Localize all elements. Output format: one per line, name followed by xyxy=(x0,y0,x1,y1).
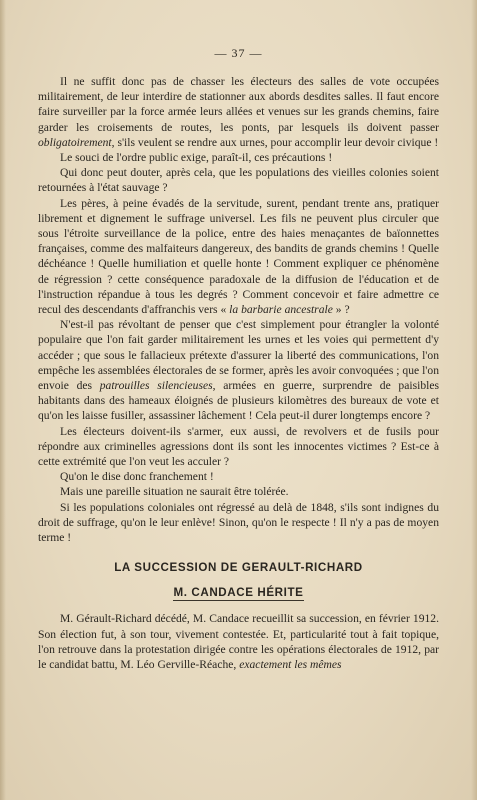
paragraph xyxy=(38,317,439,423)
paragraph-text: Les électeurs doivent-ils s'armer, eux aussi, de revolvers et de fusils pour répondre aux criminelles agressions dont ils sont les innocentes victimes ? Est-ce à cette extrémité que l'on veut les acculer ? xyxy=(38,424,439,469)
paragraph-text: , armées en guerre, surprendre de paisibles habitants dans des hameaux éloignés de plusieurs kilomètres des bureaux de vote et qu'on les laisse fusiller, assassiner lâchement ! Cela peut-il durer longtemps encore ? xyxy=(38,379,439,423)
italic-text: patrouilles silencieuses xyxy=(99,379,213,393)
paragraph xyxy=(38,196,439,318)
paragraph xyxy=(38,500,439,546)
paragraph-text: » ? xyxy=(332,303,350,317)
paragraph xyxy=(38,611,439,672)
paragraph xyxy=(38,484,439,499)
page-right-edge-shadow xyxy=(471,0,477,800)
body-text-before xyxy=(38,74,439,545)
paragraph xyxy=(38,424,439,470)
sub-heading xyxy=(38,586,439,599)
paragraph-text: Il ne suffit donc pas de chasser les électeurs des salles de vote occupées militairement, de leur interdire de stationner aux abords desdites salles. Il faut encore faire surveiller par la force armée leurs allées et venues sur les grands chemins, faire garder les croisements de routes, les ponts, par lesquels ils doivent passer xyxy=(38,75,439,134)
paragraph-text: Qui donc peut douter, après cela, que les populations des vieilles colonies soient retournées à l'état sauvage ? xyxy=(38,166,439,195)
italic-text: exactement les mêmes xyxy=(239,657,342,671)
section-heading: LA SUCCESSION DE GERAULT-RICHARD xyxy=(114,561,363,575)
paragraph xyxy=(38,150,439,165)
paragraph-text: Le souci de l'ordre public exige, paraît-il, ces précautions ! xyxy=(60,151,333,165)
paragraph-text: Qu'on le dise donc franchement ! xyxy=(60,470,214,484)
page-number: — 37 — xyxy=(214,46,263,60)
paragraph-text: Les pères, à peine évadés de la servitude, surent, pendant trente ans, pratiquer librement et dignement le suffrage universel. Les fils ne peuvent plus circuler que sous l'étroite surveillance de la police, entre des haies menaçantes de baïonnettes françaises, comme des malfaiteurs dangereux, des bandits de grands chemins ! Quelle déchéance ! Quelle humiliation et quelle honte ! Comment expliquer ce phénomène de régression ? cette conséquence paradoxale de la diffusion de l'éducation et de l'instruction répandue à tous les degrés ? Comment concevoir et faire admettre ce recul des descendants d'affranchis vers « xyxy=(38,196,439,317)
paragraph-text: M. Gérault-Richard décédé, M. Candace recueillit sa succession, en février 1912. Son élection fut, à son tour, vivement contestée. Et, particularité tout à fait topique, l'on retrouve dans la protestation dirigée contre les opérations électorales de 1912, par le candidat battu, M. Léo Gerville-Réache, xyxy=(38,612,439,671)
italic-text: la barbarie ancestrale xyxy=(229,303,333,317)
sub-heading-text: M. CANDACE HÉRITE xyxy=(173,586,304,600)
paragraph-text: Mais une pareille situation ne saurait être tolérée. xyxy=(60,485,289,499)
paragraph xyxy=(38,165,439,195)
paragraph xyxy=(38,469,439,484)
paragraph-text: Si les populations coloniales ont régressé au delà de 1848, s'ils sont indignes du droit de suffrage, qu'on le leur enlève! Sinon, qu'on le respecte ! Il n'y a pas de moyen terme ! xyxy=(38,500,439,545)
paragraph-text: N'est-il pas révoltant de penser que c'est simplement pour étrangler la volonté populaire que l'on fait garder militairement les urnes et les voies qui permettent d'y accéder ; que sous le fallacieux prétexte d'assurer la liberté des communications, l'on empêche les assemblées électorales de se former, après les avoir convoquées ; que l'on envoie des xyxy=(38,318,439,393)
body-text-after xyxy=(38,611,439,672)
page-left-edge-shadow xyxy=(0,0,6,800)
paragraph-text: , s'ils veulent se rendre aux urnes, pour accomplir leur devoir civique ! xyxy=(111,135,439,149)
paragraph xyxy=(38,74,439,150)
italic-text: obligatoirement xyxy=(38,135,112,149)
